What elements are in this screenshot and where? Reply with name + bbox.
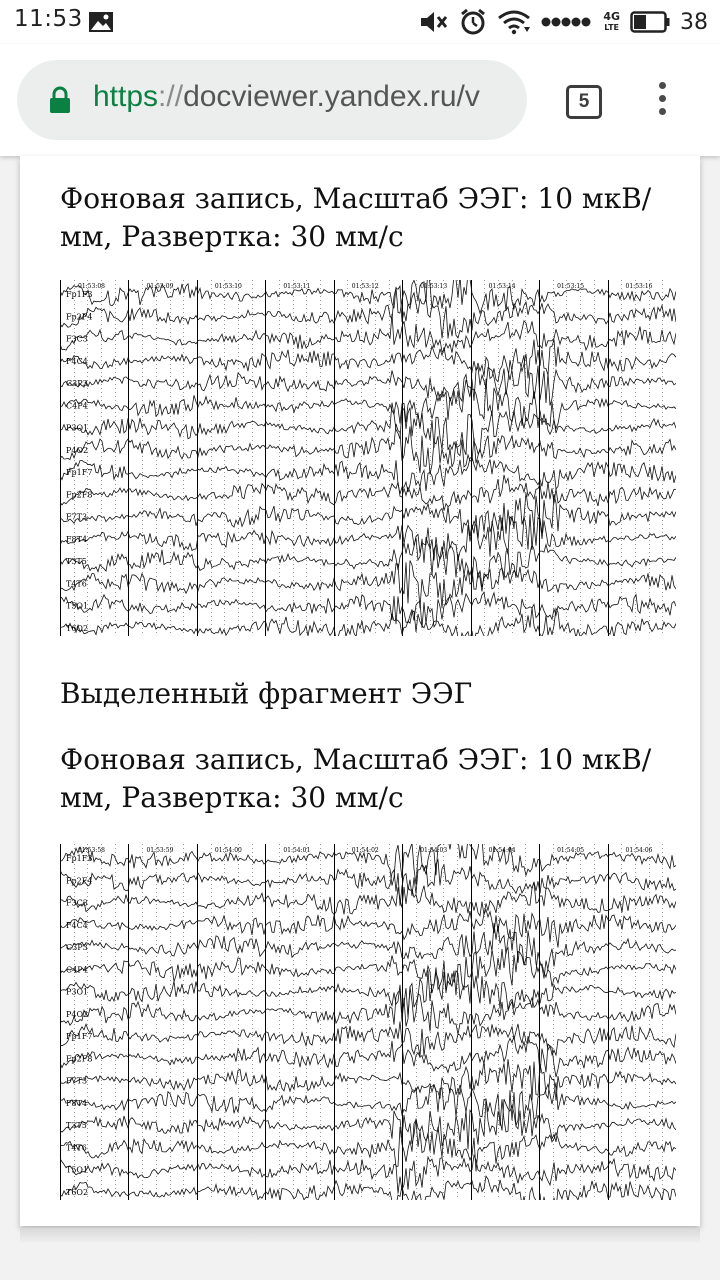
address-bar[interactable]: [17, 60, 527, 140]
status-bar: [0, 0, 720, 44]
eeg-channel-label: C4P4: [66, 401, 88, 411]
eeg-timestamp: 01:53:16: [625, 283, 653, 290]
eeg-timestamp: 01:54:00: [214, 847, 242, 854]
eeg-channel-label: F8T4: [66, 534, 88, 544]
eeg-channel-label: T6O2: [66, 624, 89, 633]
battery-icon: [630, 11, 670, 33]
eeg-timestamp: 01:53:58: [78, 847, 105, 854]
alarm-icon: [459, 8, 487, 36]
eeg-trace: [60, 1022, 676, 1057]
eeg-trace: [60, 514, 676, 560]
eeg-timestamp: 01:54:02: [351, 847, 379, 854]
eeg-timestamp: 01:53:11: [283, 283, 311, 290]
eeg-channel-label: C4P4: [66, 965, 88, 975]
fragment-title: Выделенный фрагмент ЭЭГ: [60, 677, 473, 710]
browser-toolbar: [0, 44, 720, 156]
eeg-trace: [60, 534, 676, 587]
eeg-trace: [60, 339, 676, 381]
eeg-timestamp: 01:53:13: [420, 283, 448, 290]
eeg-trace: [60, 969, 676, 1017]
eeg-channel-label: T6O2: [66, 1188, 89, 1197]
eeg-channel-label: Fp2F4: [66, 312, 93, 322]
eeg-timestamp: 01:53:09: [146, 283, 174, 290]
network-sub: LTE: [604, 23, 619, 32]
eeg-timestamp: 01:54:04: [488, 847, 516, 854]
image-icon: [88, 11, 114, 33]
eeg-channel-label: T4T6: [66, 579, 87, 589]
eeg-channel-label: Fp1F7: [66, 1032, 93, 1042]
status-time: 11:53: [14, 6, 83, 32]
eeg-trace: [60, 403, 676, 455]
status-icons: [419, 6, 708, 38]
eeg-channel-label: P3O1: [66, 987, 89, 997]
eeg-channel-label: Fp2F8: [66, 490, 93, 500]
eeg-trace: [60, 1176, 676, 1200]
network-type: [603, 11, 620, 33]
eeg-trace: [60, 457, 676, 494]
battery-percent: 38: [680, 9, 708, 35]
document-page: [20, 156, 700, 1226]
eeg-timestamp: 01:53:59: [146, 847, 174, 854]
eeg-channel-label: T4T6: [66, 1143, 87, 1153]
eeg-trace: [60, 1099, 676, 1153]
eeg-caption-1: Фоновая запись, Масштаб ЭЭГ: 10 мкВ/мм, Развертка: 30 мм/с: [60, 182, 652, 253]
eeg-trace: [60, 561, 676, 609]
eeg-timestamp: 01:53:08: [78, 283, 105, 290]
eeg-timestamp: 01:54:03: [420, 847, 448, 854]
eeg-trace: [60, 592, 676, 628]
eeg-channel-label: P4O2: [66, 1009, 89, 1019]
eeg-trace: [60, 948, 676, 996]
url-host: docviewer.yandex.ru/v: [183, 80, 480, 113]
eeg-trace: [60, 475, 676, 511]
eeg-channel-label: F8T4: [66, 1098, 88, 1108]
eeg-channel-label: C3P3: [66, 379, 88, 389]
eeg-caption-2: Фоновая запись, Масштаб ЭЭГ: 10 мкВ/мм, Развертка: 30 мм/с: [60, 743, 652, 814]
eeg-timestamp: 01:53:10: [214, 283, 242, 290]
page-shadow: [20, 1228, 700, 1244]
eeg-channel-label: Fp2F8: [66, 1054, 93, 1064]
eeg-timestamp: 01:54:01: [283, 847, 311, 854]
eeg-channel-label: T5O1: [66, 601, 89, 611]
eeg-channel-label: Fp1F3: [66, 854, 93, 863]
eeg-trace: [60, 882, 676, 916]
eeg-channel-label: C3P3: [66, 943, 88, 953]
eeg-channel-label: F7T3: [66, 1076, 88, 1086]
url-text[interactable]: [93, 80, 480, 114]
eeg-channel-label: Fp1F7: [66, 468, 93, 478]
eeg-trace: [60, 1059, 676, 1101]
mute-icon: [419, 9, 449, 35]
eeg-channel-label: Fp1F3: [66, 290, 93, 299]
eeg-timestamp: 01:54:06: [625, 847, 653, 854]
eeg-channel-label: T3T5: [66, 1121, 87, 1131]
eeg-channel-label: Fp2F4: [66, 876, 93, 886]
eeg-trace: [60, 424, 676, 474]
eeg-timestamp: 01:53:15: [557, 283, 585, 290]
eeg-channel-label: F4C4: [66, 356, 88, 366]
eeg-channel-label: F3C3: [66, 334, 88, 344]
overflow-menu-icon[interactable]: [652, 82, 672, 118]
signal-icon: [541, 15, 593, 29]
eeg-channel-label: T5O1: [66, 1165, 89, 1175]
eeg-trace: [60, 493, 676, 540]
eeg-channel-label: F4C4: [66, 920, 88, 930]
eeg-trace: [60, 987, 676, 1034]
eeg-channel-label: F3C3: [66, 898, 88, 908]
eeg-timestamp: 01:53:12: [351, 283, 379, 290]
lock-icon: [49, 86, 71, 114]
eeg-timestamp: 01:54:05: [557, 847, 585, 854]
eeg-timestamp: 01:53:14: [488, 283, 516, 290]
eeg-channel-label: P4O2: [66, 445, 89, 455]
eeg-trace: [60, 286, 676, 338]
eeg-channel-label: F7T3: [66, 512, 88, 522]
eeg-trace: [60, 314, 676, 353]
eeg-recording-1: [60, 280, 676, 636]
eeg-channel-label: P3O1: [66, 423, 89, 433]
eeg-trace: [60, 860, 676, 906]
wifi-icon: [497, 9, 531, 35]
tab-switcher-button[interactable]: 5: [566, 85, 602, 119]
url-separator: ://: [158, 80, 184, 113]
eeg-trace: [60, 910, 676, 948]
eeg-channel-label: T3T5: [66, 557, 87, 567]
url-scheme: https: [93, 80, 159, 113]
eeg-trace: [60, 1120, 676, 1172]
network-label: 4G: [603, 10, 620, 23]
eeg-recording-2: [60, 844, 676, 1200]
